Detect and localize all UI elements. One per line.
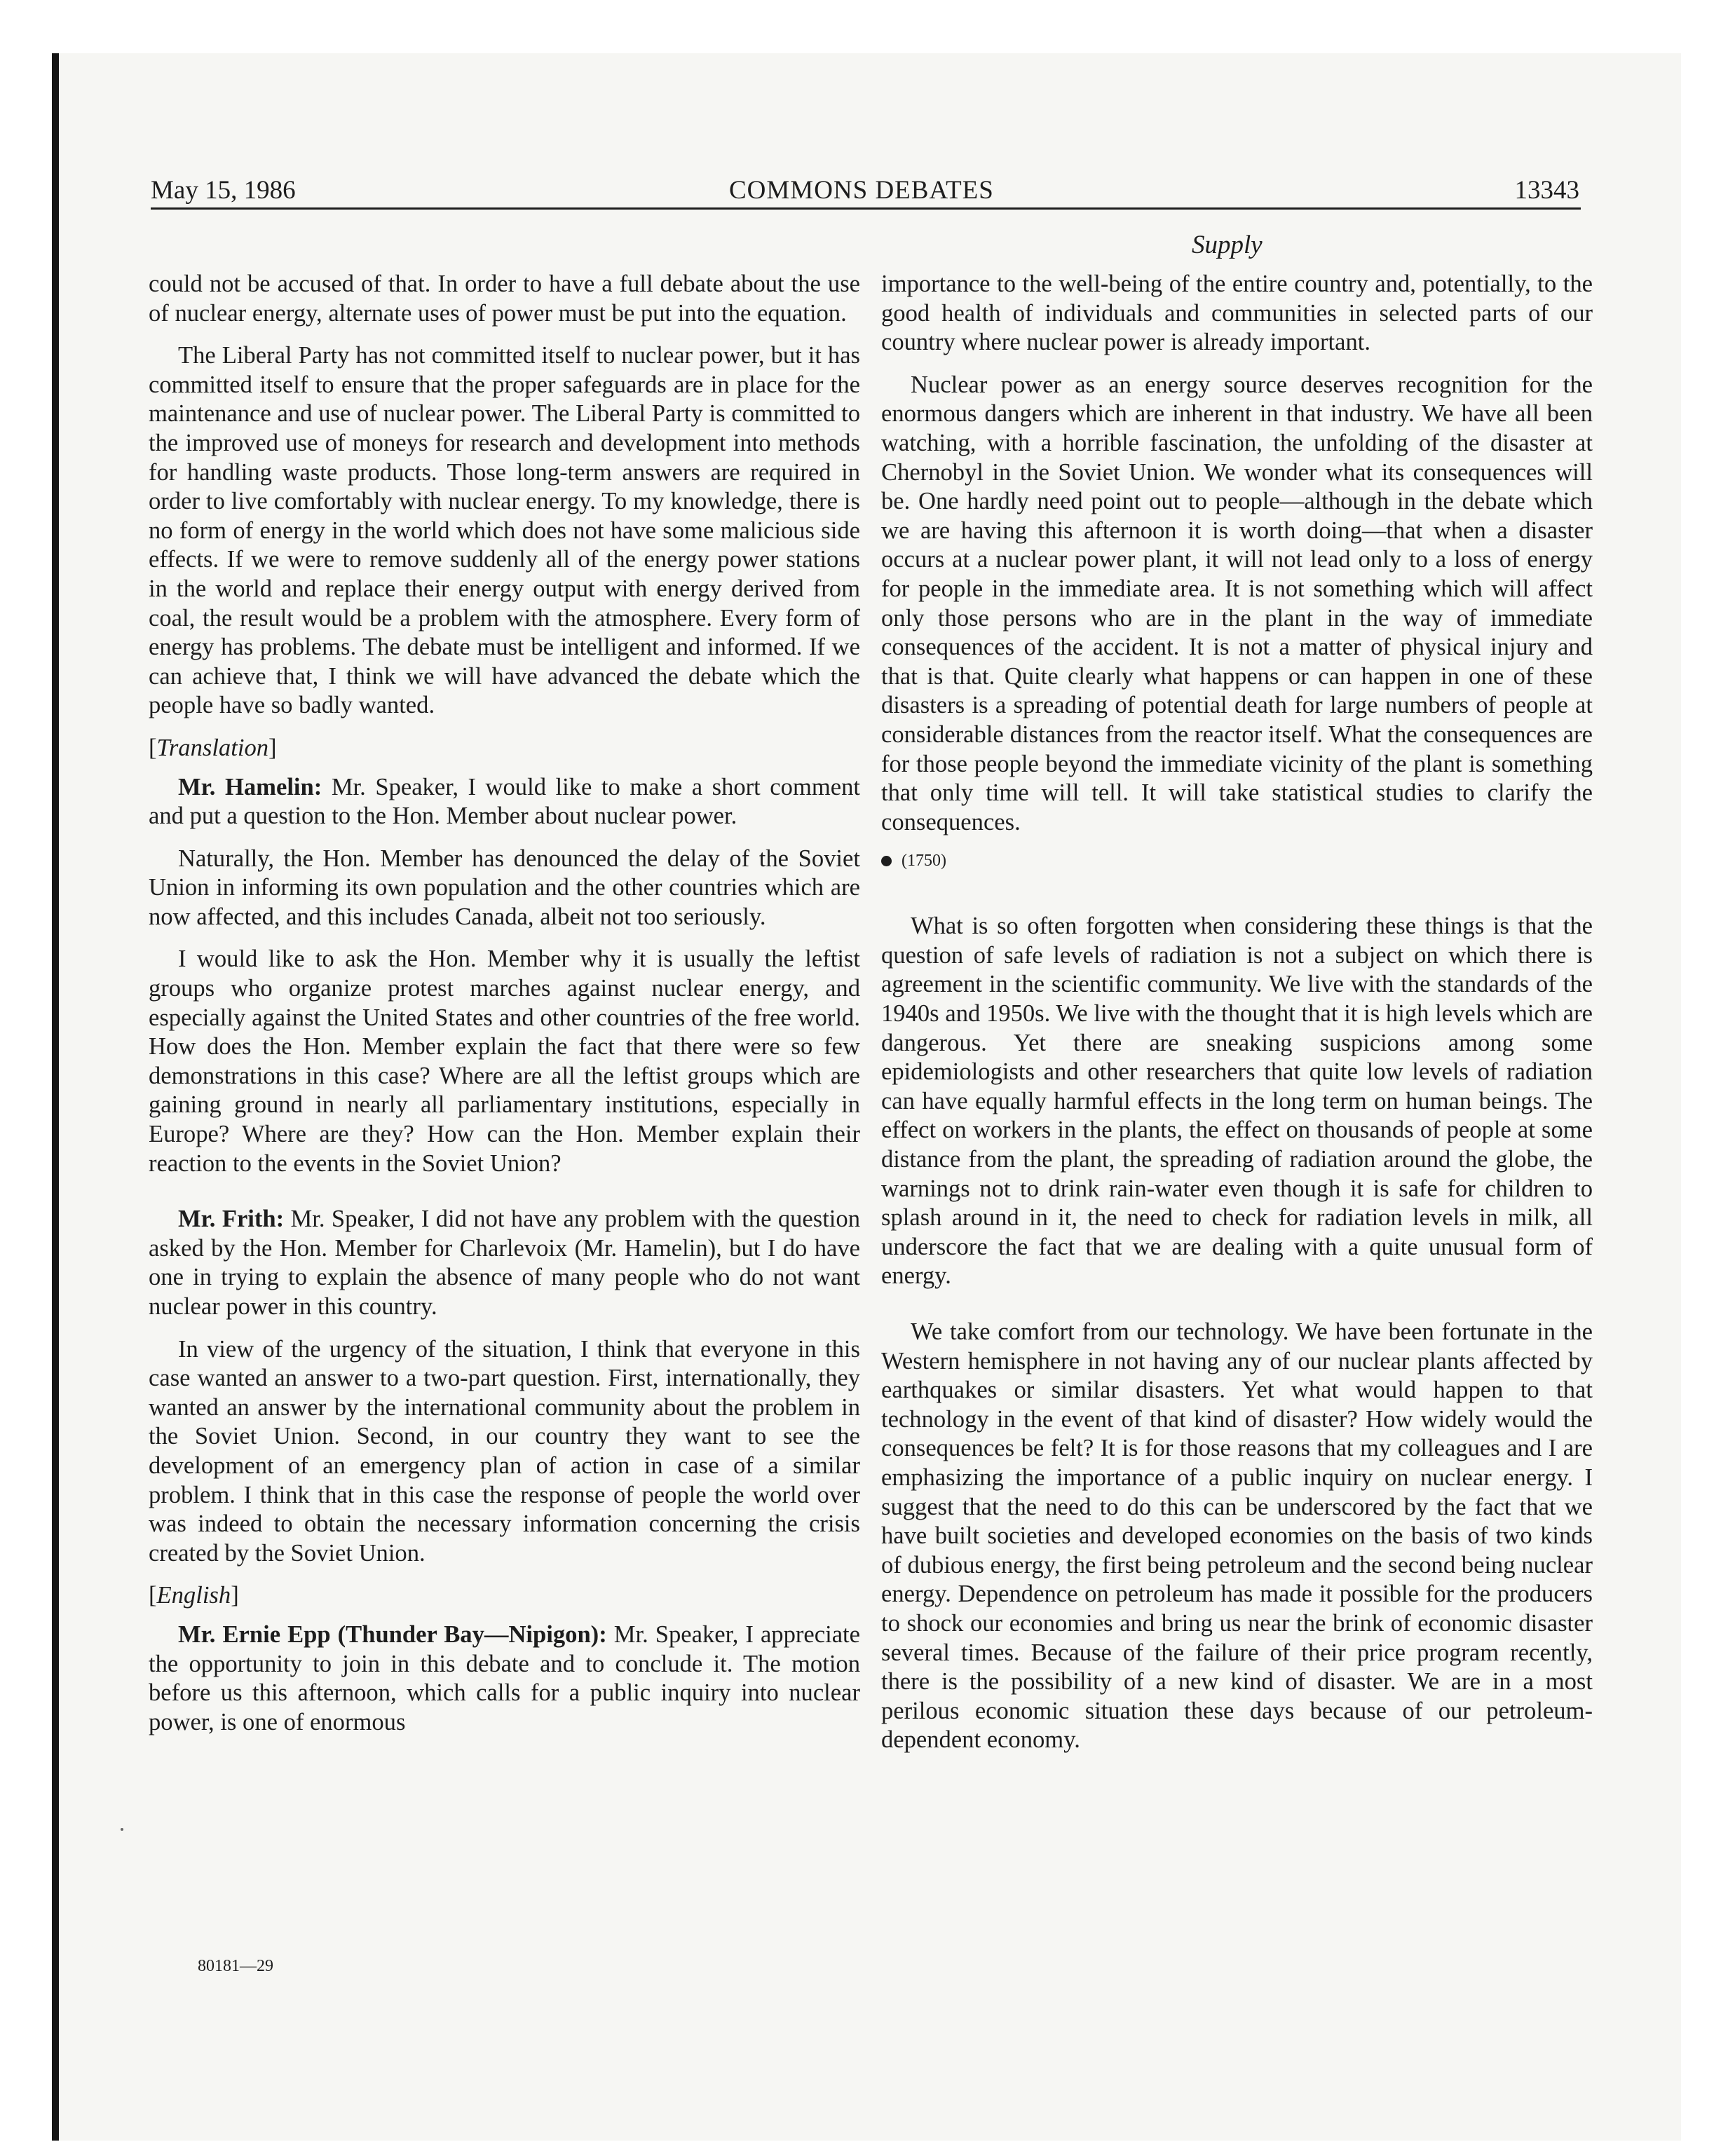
speaker-name: Mr. Frith:: [178, 1206, 285, 1233]
paragraph: We take comfort from our technology. We have been fortunate in the Western hemisphere in not having any of our nuclear plants affected by earthquakes or similar disasters. Yet what would happen to that technology in the event of that kind of disaster? How widely would the consequences be felt? It is for those reasons that my colleagues and I are emphasizing the importance of a public inquiry on nuclear energy. I suggest that the need to do this can be underscored by the fact that we have built societies and developed economies on the basis of two kinds of dubious energy, the first being petroleum and the second being nuclear energy. Dependence on petroleum has made it possible for the producers to shock our economies and bring us near the brink of economic disaster several times. Because of the failure of their price program recently, there is the possibility of a new kind of disaster. We are in a most perilous economic situation these days because of our petroleum-dependent economy.: [881, 1318, 1593, 1754]
speaker-name: Mr. Hamelin:: [178, 773, 322, 800]
speech-text: Mr. Speaker, I would like to make a short comment and put a question to the Hon. Member about nuclear power.: [149, 773, 860, 830]
paragraph: could not be accused of that. In order to have a full debate about the use of nuclear energy, alternate uses of power must be put into the equation.: [149, 271, 860, 327]
paragraph: I would like to ask the Hon. Member why it is usually the leftist groups who organize protest marches against nuclear energy, and especially against the United States and other countries of the free world. How does the Hon. Member explain the fact that there were so few demonstrations in this case? Where are all the leftist groups which are gaining ground in nearly all parliamentary institutions, especially in Europe? Where are they? How can the Hon. Member explain their reaction to the events in the Soviet Union?: [149, 946, 860, 1177]
paragraph: Nuclear power as an energy source deserves recognition for the enormous dangers which are inherent in that industry. We have all been watching, with a horrible fascination, the unfolding of the disaster at Chernobyl in the Soviet Union. We wonder what its consequences will be. One hardly need point out to people—although in the debate which we are having this afternoon it is worth doing—that when a disaster occurs at a nuclear power plant, it will not lead only to a loss of energy for people in the immediate area. It is not something which will affect only those persons who are in the plant in the way of immediate consequences of the accident. It is not a matter of physical injury and that is that. Quite clearly what happens or can happen in one of these disasters is a spreading of potential death for large numbers of people at considerable distances from the reactor itself. What the consequences are for those people beyond the immediate vicinity of the plant is something that only time will tell. It will take statistical studies to clarify the consequences.: [881, 371, 1593, 835]
speech-paragraph: [149, 1205, 860, 1321]
header-date: May 15, 1986: [151, 176, 296, 205]
margin-mark: [121, 1828, 123, 1831]
left-column: [149, 270, 860, 1750]
paragraph: In view of the urgency of the situation, I think that everyone in this case wanted an answer to a two-part question. First, internationally, they wanted an answer by the international community about the problem in the Soviet Union. Second, in our country they want to see the development of an emergency plan of action in case of a similar problem. I think that in this case the response of people the world over was indeed to obtain the necessary information concerning the crisis created by the Soviet Union.: [149, 1335, 860, 1567]
language-marker-text: Translation: [156, 734, 269, 761]
language-marker: [English]: [149, 1582, 239, 1609]
footer-code: 80181—29: [198, 1957, 273, 1975]
header-rule: [151, 207, 1581, 210]
language-marker-text: English: [156, 1582, 231, 1609]
speech-paragraph: [149, 1621, 860, 1737]
header-title: COMMONS DEBATES: [729, 176, 994, 205]
speech-text: Mr. Speaker, I did not have any problem with the question asked by the Hon. Member for Charlevoix (Mr. Hamelin), but I do have one in trying to explain the absence of many people who do not want nuclear power in this country.: [149, 1206, 860, 1320]
section-label: Supply: [1192, 231, 1263, 259]
header-page-number: 13343: [1514, 176, 1579, 205]
timestamp-marker: [881, 850, 1593, 871]
right-column: [881, 270, 1593, 1768]
speaker-name: Mr. Ernie Epp (Thunder Bay—Nipigon):: [178, 1621, 607, 1648]
timestamp-text: (1750): [901, 852, 946, 871]
paragraph: Naturally, the Hon. Member has denounced the delay of the Soviet Union in informing its own population and the other countries which are now affected, and this includes Canada, albeit not too seriously.: [149, 845, 860, 930]
bullet-icon: [881, 856, 892, 866]
paragraph: importance to the well-being of the entire country and, potentially, to the good health of individuals and communities in selected parts of our country where nuclear power is already important.: [881, 271, 1593, 356]
paragraph: The Liberal Party has not committed itself to nuclear power, but it has committed itself to ensure that the proper safeguards are in place for the maintenance and use of nuclear power. The Liberal Party is committed to the improved use of moneys for research and development into methods for handling waste products. Those long-term answers are required in order to live comfortably with nuclear energy. To my knowledge, there is no form of energy in the world which does not have some malicious side effects. If we were to remove suddenly all of the energy power stations in the world and replace their energy output with energy derived from coal, the result would be a problem with the atmosphere. Every form of energy has problems. The debate must be intelligent and informed. If we can achieve that, I think we will have advanced the debate which the people have so badly wanted.: [149, 342, 860, 719]
paragraph: What is so often forgotten when considering these things is that the question of safe levels of radiation is not a subject on which there is agreement in the scientific community. We live with the standards of the 1940s and 1950s. We live with the thought that it is high levels which are dangerous. Yet there are sneaking suspicions among some epidemiologists and other researchers that quite low levels of radiation can have equally harmful effects in the long term on human beings. The effect on workers in the plants, the effect on thousands of people at some distance from the plant, the spreading of radiation around the globe, the warnings not to drink rain-water even though it is safe for children to splash around in it, the need to check for radiation levels in milk, all underscore the fact that we are dealing with a quite unusual form of energy.: [881, 913, 1593, 1290]
speech-paragraph: [149, 773, 860, 831]
language-marker: [Translation]: [149, 734, 277, 761]
speech-text: Mr. Speaker, I appreciate the opportunity to join in this debate and to conclude it. The motion before us this afternoon, which calls for a public inquiry into nuclear power, is one of enormous: [149, 1621, 860, 1735]
binding-edge: [52, 53, 59, 2141]
